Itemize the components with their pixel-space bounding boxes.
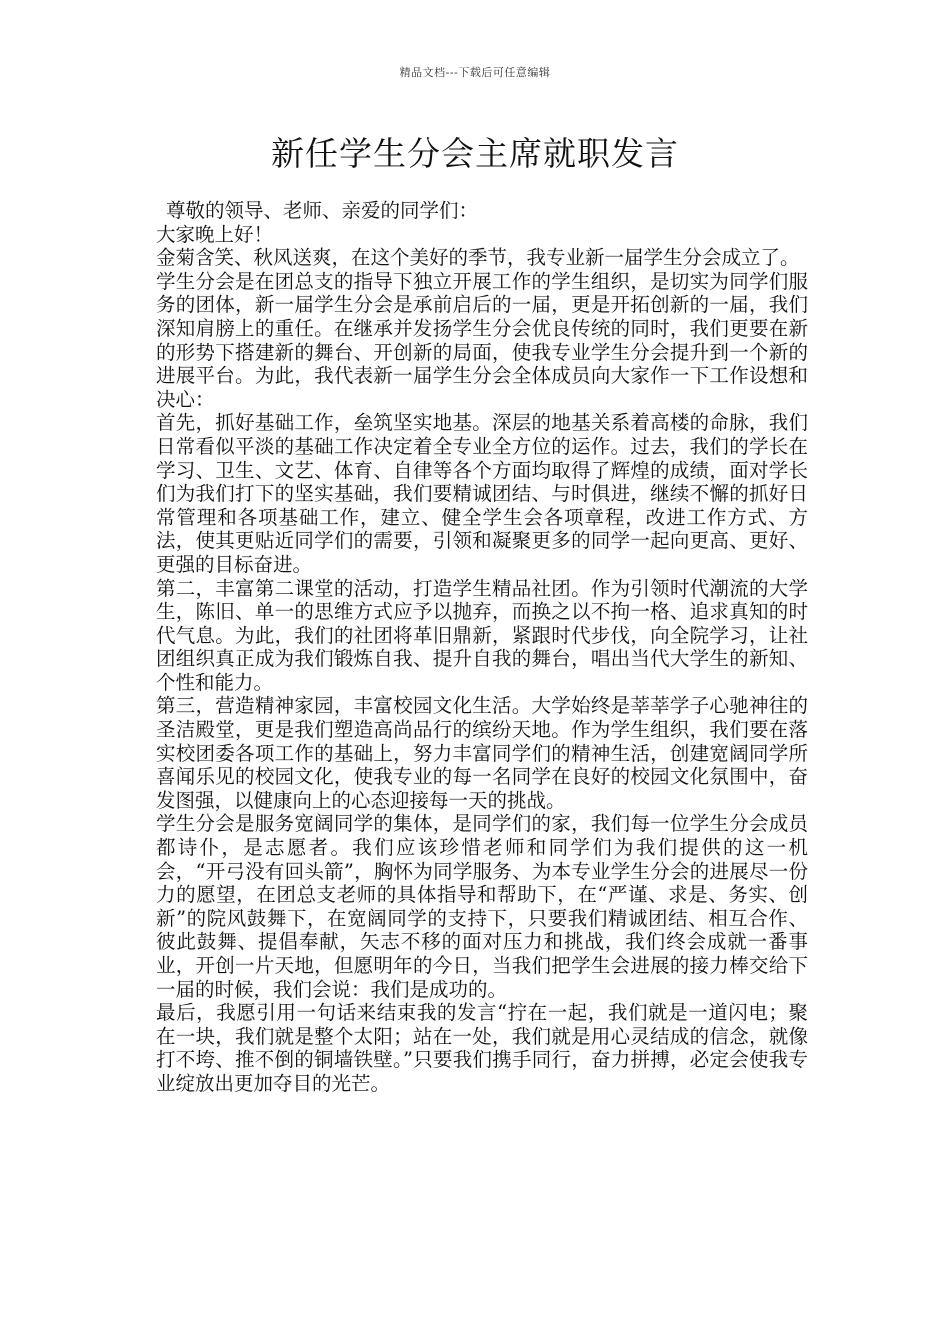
paragraph-third-point: 第三，营造精神家园，丰富校园文化生活。大学始终是莘莘学子心驰神往的圣洁殿堂，更是我们塑造高尚品行的缤纷天地。作为学生组织，我们要在落实校团委各项工作的基础上，努力丰富同学们的精神生活，创建宽阔同学所喜闻乐见的校园文化，使我专业的每一名同学在良好的校园文化氛围中，奋发图强，以健康向上的心态迎接每一天的挑战。 [156, 694, 808, 812]
paragraph-first-point: 首先，抓好基础工作，垒筑坚实地基。深层的地基关系着高楼的命脉，我们日常看似平淡的基础工作决定着全专业全方位的运作。过去，我们的学长在学习、卫生、文艺、体育、自律等各个方面均取得了辉煌的成绩，面对学长们为我们打下的坚实基础，我们要精诚团结、与时俱进，继续不懈的抓好日常管理和各项基础工作，建立、健全学生会各项章程，改进工作方式、方法，使其更贴近同学们的需要，引领和凝聚更多的同学一起向更高、更好、更强的目标奋进。 [156, 411, 808, 576]
salutation: 尊敬的领导、老师、亲爱的同学们： [166, 199, 479, 222]
greeting: 大家晚上好！ [156, 222, 274, 246]
document-title: 新任学生分会主席就职发言 [271, 134, 679, 173]
header-note: 精品文档---下载后可任意编辑 [399, 66, 551, 79]
document-body [146, 199, 808, 1096]
paragraph-commitment: 学生分会是服务宽阔同学的集体，是同学们的家，我们每一位学生分会成员都诗仆，是志愿者。我们应该珍惜老师和同学们为我们提供的这一机会，“开弓没有回头箭”，胸怀为同学服务、为本专业学生分会的进展尽一份力的愿望，在团总支老师的具体指导和帮助下，在“严谨、求是、务实、创新”的院风鼓舞下，在宽阔同学的支持下，只要我们精诚团结、相互合作、彼此鼓舞、提倡奉献，矢志不移的面对压力和挑战，我们终会成就一番事业，开创一片天地，但愿明年的今日，当我们把学生会进展的接力棒交给下一届的时候，我们会说：我们是成功的。 [156, 812, 808, 1001]
paragraph-opening: 金菊含笑、秋风送爽，在这个美好的季节，我专业新一届学生分会成立了。 [156, 246, 800, 270]
paragraph-second-point: 第二，丰富第二课堂的活动，打造学生精品社团。作为引领时代潮流的大学生，陈旧、单一的思维方式应予以抛弃，而换之以不拘一格、追求真知的时代气息。为此，我们的社团将革旧鼎新，紧跟时代步伐，向全院学习，让社团组织真正成为我们锻炼自我、提升自我的舞台，唱出当代大学生的新知、个性和能力。 [156, 576, 808, 694]
paragraph-introduction: 学生分会是在团总支的指导下独立开展工作的学生组织，是切实为同学们服务的团体，新一届学生分会是承前启后的一届，更是开拓创新的一届，我们深知肩膀上的重任。在继承并发扬学生分会优良传统的同时，我们更要在新的形势下搭建新的舞台、开创新的局面，使我专业学生分会提升到一个新的进展平台。为此，我代表新一届学生分会全体成员向大家作一下工作设想和决心： [156, 269, 808, 411]
paragraph-closing: 最后，我愿引用一句话来结束我的发言“拧在一起，我们就是一道闪电；聚在一块，我们就是整个太阳；站在一处，我们就是用心灵结成的信念，就像打不垮、推不倒的铜墙铁壁。”只要我们携手同行，奋力拼搏，必定会使我专业绽放出更加夺目的光芒。 [156, 1001, 808, 1095]
